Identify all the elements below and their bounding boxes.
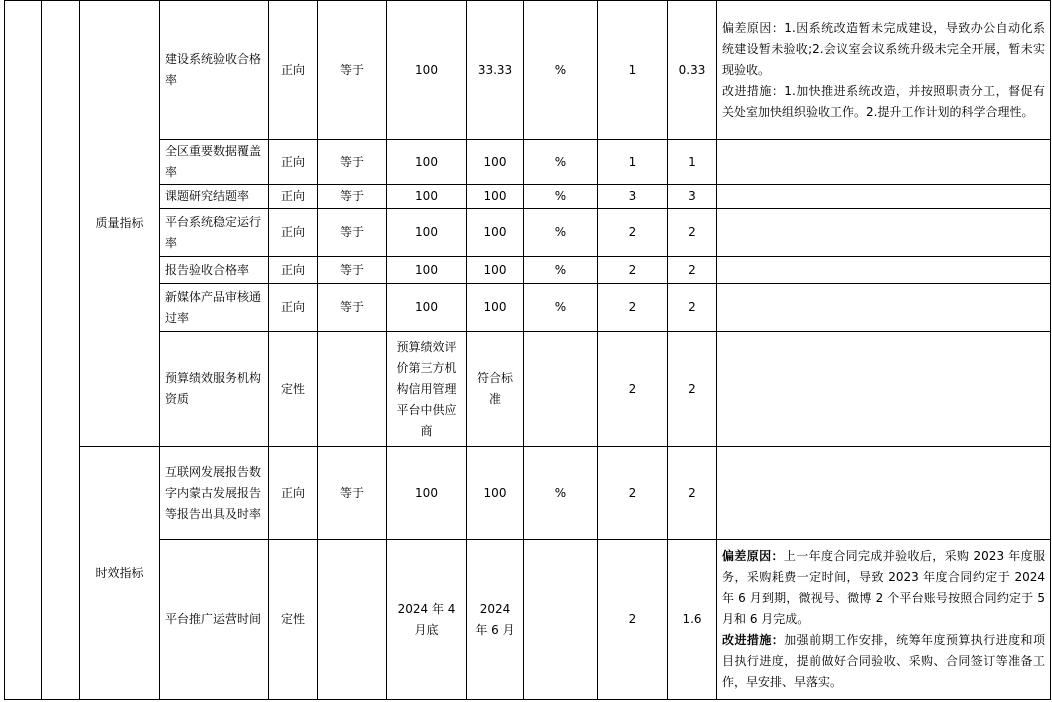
table-row — [5, 1, 1051, 140]
indicator-direction: 正向 — [269, 185, 318, 209]
indicator-score: 1 — [668, 140, 717, 185]
improvement-measure-label: 改进措施： — [722, 633, 785, 647]
indicator-score: 2 — [668, 284, 717, 332]
table-row — [5, 447, 1051, 540]
indicator-actual: 33.33 — [467, 1, 524, 140]
indicator-operator: 等于 — [318, 257, 387, 284]
indicator-name: 平台推广运营时间 — [160, 540, 269, 700]
indicator-target: 100 — [387, 209, 467, 257]
indicator-target: 预算绩效评价第三方机构信用管理平台中供应商 — [387, 332, 467, 447]
improvement-measure — [722, 630, 1045, 693]
indicator-weight: 3 — [598, 185, 668, 209]
indicator-direction: 定性 — [269, 332, 318, 447]
indicator-actual: 100 — [467, 284, 524, 332]
indicator-target: 2024 年 4 月底 — [387, 540, 467, 700]
indicator-direction: 正向 — [269, 284, 318, 332]
indicator-target: 100 — [387, 284, 467, 332]
indicator-actual: 100 — [467, 447, 524, 540]
indicator-direction: 定性 — [269, 540, 318, 700]
table-row — [5, 332, 1051, 447]
indicator-weight: 2 — [598, 284, 668, 332]
indicator-name: 互联网发展报告数字内蒙古发展报告等报告出具及时率 — [160, 447, 269, 540]
indicator-unit — [524, 332, 598, 447]
improvement-measure: 改进措施：1.加快推进系统改造，并按照职责分工，督促有关处室加快组织验收工作。2.提升工作计划的科学合理性。 — [722, 83, 1045, 119]
indicator-remark — [717, 185, 1051, 209]
indicator-unit: % — [524, 284, 598, 332]
indicator-actual: 100 — [467, 185, 524, 209]
indicator-operator: 等于 — [318, 185, 387, 209]
indicator-name: 课题研究结题率 — [160, 185, 269, 209]
indicator-name: 新媒体产品审核通过率 — [160, 284, 269, 332]
indicator-target: 100 — [387, 185, 467, 209]
indicator-direction: 正向 — [269, 1, 318, 140]
indicator-direction: 正向 — [269, 447, 318, 540]
indicator-unit: % — [524, 447, 598, 540]
indicator-weight: 2 — [598, 540, 668, 700]
indicator-remark — [717, 257, 1051, 284]
indicator-unit: % — [524, 209, 598, 257]
table-row — [5, 284, 1051, 332]
indicator-unit: % — [524, 140, 598, 185]
indicator-score: 2 — [668, 257, 717, 284]
indicator-actual: 100 — [467, 257, 524, 284]
indicator-unit: % — [524, 257, 598, 284]
indicator-name: 平台系统稳定运行率 — [160, 209, 269, 257]
indicator-actual: 符合标准 — [467, 332, 524, 447]
indicator-remark — [717, 540, 1051, 700]
deviation-reason — [722, 546, 1045, 630]
indicator-name: 建设系统验收合格率 — [160, 1, 269, 140]
indicator-weight: 1 — [598, 1, 668, 140]
indicator-target: 100 — [387, 1, 467, 140]
indicator-target: 100 — [387, 447, 467, 540]
category-timeliness: 时效指标 — [80, 447, 160, 700]
indicator-remark — [717, 209, 1051, 257]
indicator-weight: 2 — [598, 332, 668, 447]
indicator-score: 2 — [668, 332, 717, 447]
indicator-operator: 等于 — [318, 209, 387, 257]
indicator-unit — [524, 540, 598, 700]
deviation-reason-text: 上一年度合同完成并验收后，采购 2023 年度服务，采购耗费一定时间，导致 2023 年度合同约定于 2024 年 6 月到期，微视号、微博 2 个平台账号按照合同约定于 5 月和 6 月完成。 — [722, 549, 1045, 626]
indicator-remark — [717, 447, 1051, 540]
indicator-actual: 100 — [467, 140, 524, 185]
indicator-remark — [717, 140, 1051, 185]
indicator-score: 2 — [668, 209, 717, 257]
indicator-name: 预算绩效服务机构资质 — [160, 332, 269, 447]
indicator-operator: 等于 — [318, 447, 387, 540]
deviation-reason: 偏差原因：1.因系统改造暂未完成建设，导致办公自动化系统建设暂未验收;2.会议室会议系统升级未完全开展，暂未实现验收。 — [722, 20, 1045, 77]
indicator-name: 报告验收合格率 — [160, 257, 269, 284]
table-row — [5, 540, 1051, 700]
table-row — [5, 257, 1051, 284]
table-row — [5, 140, 1051, 185]
indicator-name: 全区重要数据覆盖率 — [160, 140, 269, 185]
category-quality: 质量指标 — [80, 1, 160, 447]
indicator-operator: 等于 — [318, 284, 387, 332]
blank-cell-first — [5, 1, 42, 700]
indicator-operator — [318, 540, 387, 700]
table-row — [5, 185, 1051, 209]
deviation-reason-label: 偏差原因： — [722, 549, 784, 563]
indicator-target: 100 — [387, 140, 467, 185]
indicator-direction: 正向 — [269, 209, 318, 257]
indicator-score: 3 — [668, 185, 717, 209]
blank-cell-second — [42, 1, 80, 700]
indicator-score: 0.33 — [668, 1, 717, 140]
indicator-operator — [318, 332, 387, 447]
indicator-unit: % — [524, 185, 598, 209]
performance-indicator-table — [4, 0, 1051, 700]
indicator-weight: 2 — [598, 257, 668, 284]
indicator-operator: 等于 — [318, 1, 387, 140]
indicator-operator: 等于 — [318, 140, 387, 185]
indicator-actual: 100 — [467, 209, 524, 257]
indicator-remark — [717, 284, 1051, 332]
indicator-remark — [717, 332, 1051, 447]
indicator-weight: 2 — [598, 209, 668, 257]
indicator-direction: 正向 — [269, 257, 318, 284]
indicator-unit: % — [524, 1, 598, 140]
indicator-score: 2 — [668, 447, 717, 540]
improvement-measure-text: 加强前期工作安排，统筹年度预算执行进度和项目执行进度，提前做好合同验收、采购、合同签订等准备工作，早安排、早落实。 — [722, 633, 1045, 689]
indicator-actual: 2024 年 6 月 — [467, 540, 524, 700]
indicator-remark — [717, 1, 1051, 140]
indicator-direction: 正向 — [269, 140, 318, 185]
indicator-target: 100 — [387, 257, 467, 284]
indicator-weight: 1 — [598, 140, 668, 185]
indicator-weight: 2 — [598, 447, 668, 540]
table-row — [5, 209, 1051, 257]
indicator-score: 1.6 — [668, 540, 717, 700]
